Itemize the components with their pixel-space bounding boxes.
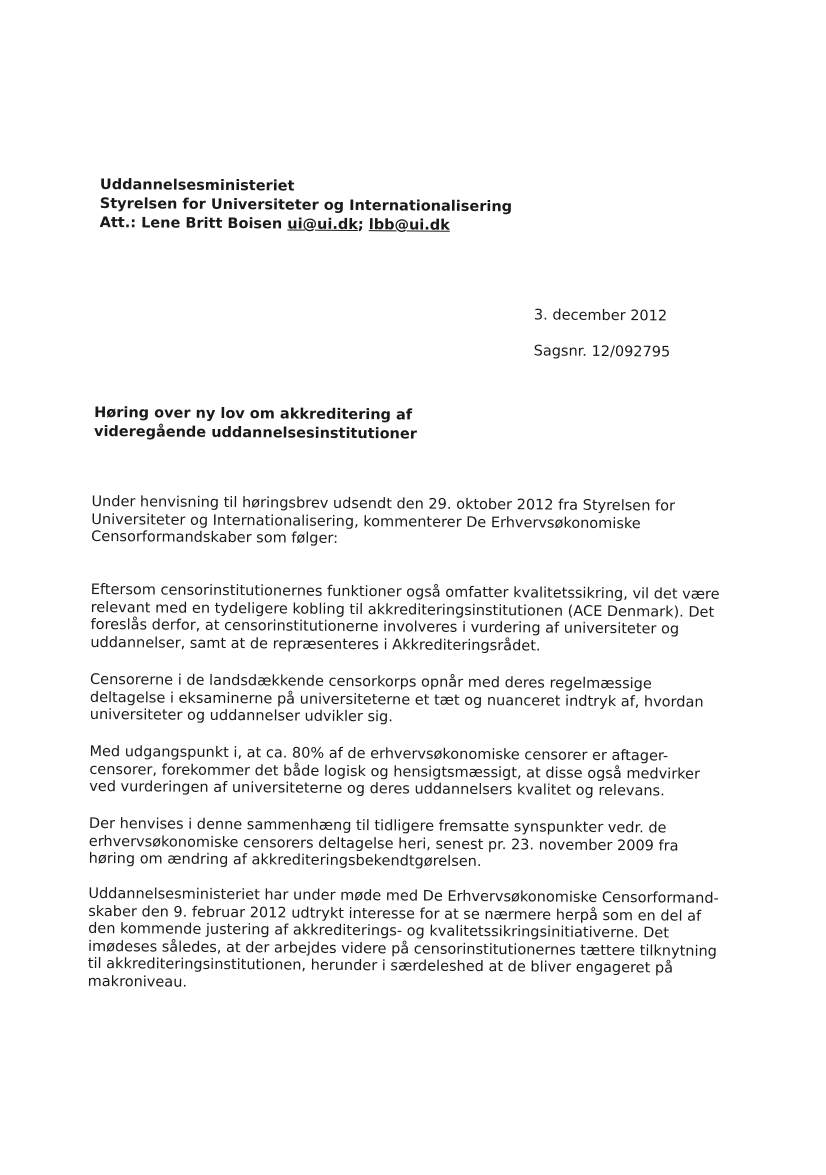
paragraph-censors-insight [90,672,750,730]
recipient-ministry: Uddannelsesministeriet [99,177,295,195]
email-link-ui[interactable]: ui@ui.dk [287,216,358,234]
paragraph-line: Uddannelsesministeriet har under møde med De Erhvervsøkonomiske Censorformand- [88,885,719,907]
paragraph-line: censorer, forekommer det både logisk og hensigtsmæssigt, at disse også medvirker [89,761,701,783]
attention-name: Att.: Lene Britt Boisen [99,214,288,233]
recipient-block [100,176,513,236]
email-link-lbb[interactable]: lbb@ui.dk [368,217,450,234]
email-separator: ; [357,217,369,234]
paragraph-ministry-meeting [88,886,749,996]
paragraph-line: skaber den 9. februar 2012 udtrykt interesse for at se nærmere herpå som en del af [88,903,702,925]
subject-line-1: Høring over ny lov om akkreditering af [94,404,413,424]
paragraph-line: deltagelse i eksaminerne på universiteterne et tæt og nuanceret indtryk af, hvordan [89,689,704,711]
paragraph-line: uddannelser, samt at de repræsenteres i Akkrediteringsrådet. [90,634,541,654]
paragraph-line: Med udgangspunkt i, at ca. 80% af de erhvervsøkonomiske censorer er aftager- [89,743,669,765]
paragraph-line: relevant med en tydeligere kobling til akkrediteringsinstitutionen (ACE Denmark). Det [90,599,715,621]
paragraph-previous-views [89,816,749,874]
paragraph-line: til akkrediteringsinstitutionen, herunder i særdeleshed at de bliver engageret på [87,955,674,977]
paragraph-line: makroniveau. [87,973,188,991]
paragraph-line: erhvervsøkonomiske censorers deltagelse heri, senest pr. 23. november 2009 fra [88,833,679,855]
letter-date: 3. december 2012 [533,307,668,325]
paragraph-line: Der henvises i denne sammenhæng til tidligere fremsatte synspunkter vedr. de [88,815,667,837]
paragraph-employer-censors [89,744,749,802]
paragraph-line: Eftersom censorinstitutionernes funktioner også omfatter kvalitetssikring, vil det være [90,581,720,603]
paragraph-line: høring om ændring af akkrediteringsbekendtgørelsen. [88,850,482,871]
recipient-attention [100,214,512,236]
paragraph-line: universiteter og uddannelser udvikler sig. [89,706,393,726]
paragraph-line: Universiteter og Internationalisering, kommenterer De Erhvervsøkonomiske [91,511,641,532]
paragraph-line: Censorerne i de landsdækkende censorkorps opnår med deres regelmæssige [90,671,652,693]
paragraph-line: Under henvisning til høringsbrev udsendt den 29. oktober 2012 fra Styrelsen for [91,493,676,515]
case-number: Sagsnr. 12/092795 [533,343,671,361]
paragraph-line: den kommende justering af akkrediterings- og kvalitetssikringsinitiativerne. Det [88,920,670,942]
paragraph-line: imødeses således, at der arbejdes videre på censorinstitutionernes tættere tilknytning [87,938,717,960]
paragraph-line: foreslås derfor, at censorinstitutionerne involveres i vurdering af universiteter og [90,616,680,638]
letter-subject [94,404,417,445]
recipient-agency: Styrelsen for Universiteter og Internationalisering [99,195,513,216]
paragraph-line: ved vurderingen af universiteterne og deres uddannelsers kvalitet og relevans. [89,778,665,800]
subject-line-2: videregående uddannelsesinstitutioner [93,423,417,443]
paragraph-line: Censorformandskaber som følger: [91,528,339,547]
paragraph-quality-assurance [90,582,751,657]
paragraph-intro [91,494,751,552]
